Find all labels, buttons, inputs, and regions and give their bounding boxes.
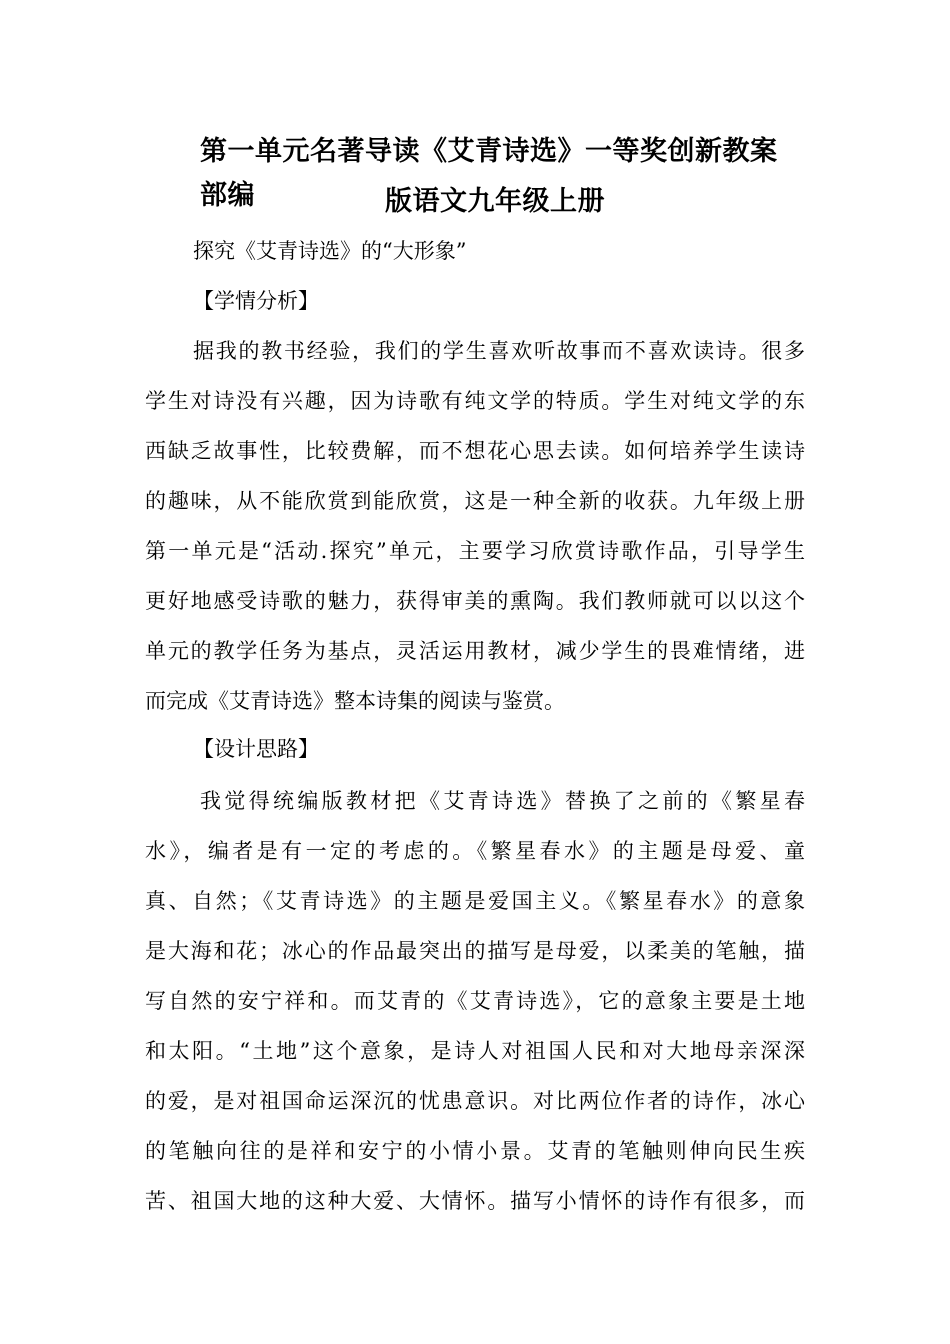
paragraph-line: 而完成《艾青诗选》整本诗集的阅读与鉴赏。 bbox=[145, 689, 565, 713]
subtitle: 探究《艾青诗选》的“大形象” bbox=[193, 239, 467, 263]
section-heading-learning-analysis: 【学情分析】 bbox=[193, 289, 319, 313]
document-title-line-2: 版语文九年级上册 bbox=[385, 186, 605, 217]
paragraph-line: 水》，编者是有一定的考虑的。《繁星春水》的主题是母爱、童 bbox=[145, 839, 805, 863]
paragraph-line: 更好地感受诗歌的魅力，获得审美的熏陶。我们教师就可以以这个 bbox=[145, 589, 805, 613]
paragraph-line: 的笔触向往的是祥和安宁的小情小景。艾青的笔触则伸向民生疾 bbox=[145, 1139, 805, 1163]
paragraph-line: 的爱，是对祖国命运深沉的忧患意识。对比两位作者的诗作，冰心 bbox=[145, 1089, 805, 1113]
paragraph-line: 苦、祖国大地的这种大爱、大情怀。描写小情怀的诗作有很多，而 bbox=[145, 1189, 805, 1213]
paragraph-line: 第一单元是“活动.探究”单元，主要学习欣赏诗歌作品，引导学生 bbox=[145, 539, 805, 563]
paragraph-line: 真、自然；《艾青诗选》的主题是爱国主义。《繁星春水》的意象 bbox=[145, 889, 805, 913]
paragraph-line: 据我的教书经验，我们的学生喜欢听故事而不喜欢读诗。很多 bbox=[193, 339, 805, 363]
paragraph-line: 学生对诗没有兴趣，因为诗歌有纯文学的特质。学生对纯文学的东 bbox=[145, 389, 805, 413]
paragraph-line: 写自然的安宁祥和。而艾青的《艾青诗选》，它的意象主要是土地 bbox=[145, 989, 805, 1013]
paragraph-line: 是大海和花；冰心的作品最突出的描写是母爱，以柔美的笔触，描 bbox=[145, 939, 805, 963]
paragraph-line: 单元的教学任务为基点，灵活运用教材，减少学生的畏难情绪，进 bbox=[145, 639, 805, 663]
section-heading-design-ideas: 【设计思路】 bbox=[193, 737, 319, 761]
document-title-line-1: 第一单元名著导读《艾青诗选》一等奖创新教案 部编 bbox=[200, 136, 778, 211]
paragraph-line: 我觉得统编版教材把《艾青诗选》替换了之前的《繁星春 bbox=[200, 789, 805, 813]
paragraph-line: 和太阳。“土地”这个意象，是诗人对祖国人民和对大地母亲深深 bbox=[145, 1039, 805, 1063]
paragraph-line: 西缺乏故事性，比较费解，而不想花心思去读。如何培养学生读诗 bbox=[145, 439, 805, 463]
paragraph-line: 的趣味，从不能欣赏到能欣赏，这是一种全新的收获。九年级上册 bbox=[145, 489, 805, 513]
